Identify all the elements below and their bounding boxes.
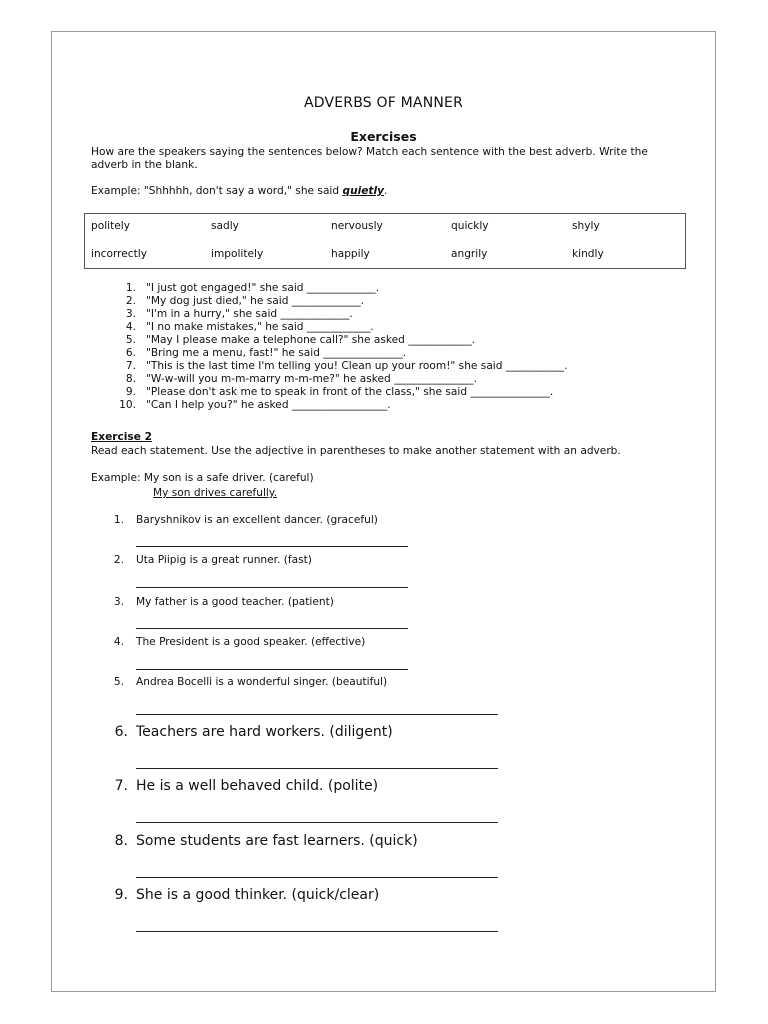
answer-line: [136, 587, 408, 588]
list-item: 1. "I just got engaged!" she said _____________.: [125, 282, 380, 294]
word-box-item: happily: [331, 248, 370, 260]
exercise2-example: Example: My son is a safe driver. (careful): [91, 472, 314, 484]
list-item: 4. "I no make mistakes," he said ____________.: [125, 321, 374, 333]
list-item: 6. "Bring me a menu, fast!" he said _______________.: [125, 347, 407, 359]
list-item: 7. "This is the last time I'm telling you! Clean up your room!" she said ___________.: [125, 360, 568, 372]
list-item: 2. "My dog just died," he said _____________.: [125, 295, 365, 307]
list-item: 5. "May I please make a telephone call?" she asked ____________.: [125, 334, 476, 346]
answer-line: [136, 669, 408, 670]
exercise1-instructions: How are the speakers saying the sentences below? Match each sentence with the best adverb. Write the adverb in the blank.: [91, 146, 648, 171]
example-prefix: Example: "Shhhhh, don't say a word," she said: [91, 185, 343, 197]
word-box-item: incorrectly: [91, 248, 147, 260]
answer-line: [136, 628, 408, 629]
answer-line: [136, 546, 408, 547]
word-box-item: quickly: [451, 220, 489, 232]
word-box-item: politely: [91, 220, 130, 232]
answer-line: [136, 822, 498, 823]
exercise2-example-answer: My son drives carefully.: [153, 487, 277, 499]
example-answer: quietly: [342, 185, 385, 197]
word-box-item: nervously: [331, 220, 383, 232]
word-box-item: sadly: [211, 220, 239, 232]
worksheet-page: ADVERBS OF MANNER Exercises How are the speakers saying the sentences below? Match each sentence with the best adverb. Write the adverb in the blank. Example: "Shhhhh, don't say a word," she said quietly. politely sadly nervously quickly shyly incorrectly impolitely happily angrily kindly 1. "I just got engaged!" she said _____________. 2. "My dog just died," he said _____________. 3. "I'm in a hurry," she said _____________. 4. "I no make mistakes," he said ____________. 5. "May I please make a telephone call?" she asked ____________. 6. "Bring me a menu, fast!" he said _______________. 7. "This is the last time I'm telling you! Clean up your room!" she said ___________. 8. "W-w-will you m-m-marry m-m-me?" he asked _______________. 9. "Please don't ask me to speak in front of the class," she said _______________. 10. "Can I help you?" he asked __________________. Exercise 2 Read each statement. Use the adjective in parentheses to make another statement with an adverb. Example: My son is a safe driver. (careful) My son drives carefully. 1. Baryshnikov is an excellent dancer. (graceful) 2. Uta Piipig is a great runner. (fast) 3. My father is a good teacher. (patient) 4. The President is a good speaker. (effective) 5. Andrea Bocelli is a wonderful singer. (beautiful) 6. Teachers are hard workers. (diligent) 7. He is a well behaved child. (polite) 8. Some students are fast learners. (quick) 9. She is a good thinker. (quick/clear): [51, 31, 716, 992]
list-item: 3. "I'm in a hurry," she said _____________.: [125, 308, 353, 320]
list-item: 10. "Can I help you?" he asked __________________.: [119, 399, 391, 411]
word-box-item: kindly: [572, 248, 604, 260]
answer-line: [136, 768, 498, 769]
word-box-item: angrily: [451, 248, 488, 260]
word-box: [84, 213, 686, 269]
page-title: ADVERBS OF MANNER: [303, 95, 464, 111]
example-suffix: .: [384, 185, 388, 197]
exercises-heading: Exercises: [350, 129, 417, 144]
word-box-item: impolitely: [211, 248, 264, 260]
word-box-item: shyly: [572, 220, 600, 232]
exercise1-example: [91, 185, 387, 197]
list-item: 9. "Please don't ask me to speak in front of the class," she said _______________.: [125, 386, 554, 398]
answer-line: [136, 877, 498, 878]
exercise2-instructions: Read each statement. Use the adjective in parentheses to make another statement with an adverb.: [91, 445, 621, 457]
list-item: 8. "W-w-will you m-m-marry m-m-me?" he asked _______________.: [125, 373, 477, 385]
answer-line: [136, 714, 498, 715]
exercise2-heading: Exercise 2: [91, 431, 152, 443]
answer-line: [136, 931, 498, 932]
